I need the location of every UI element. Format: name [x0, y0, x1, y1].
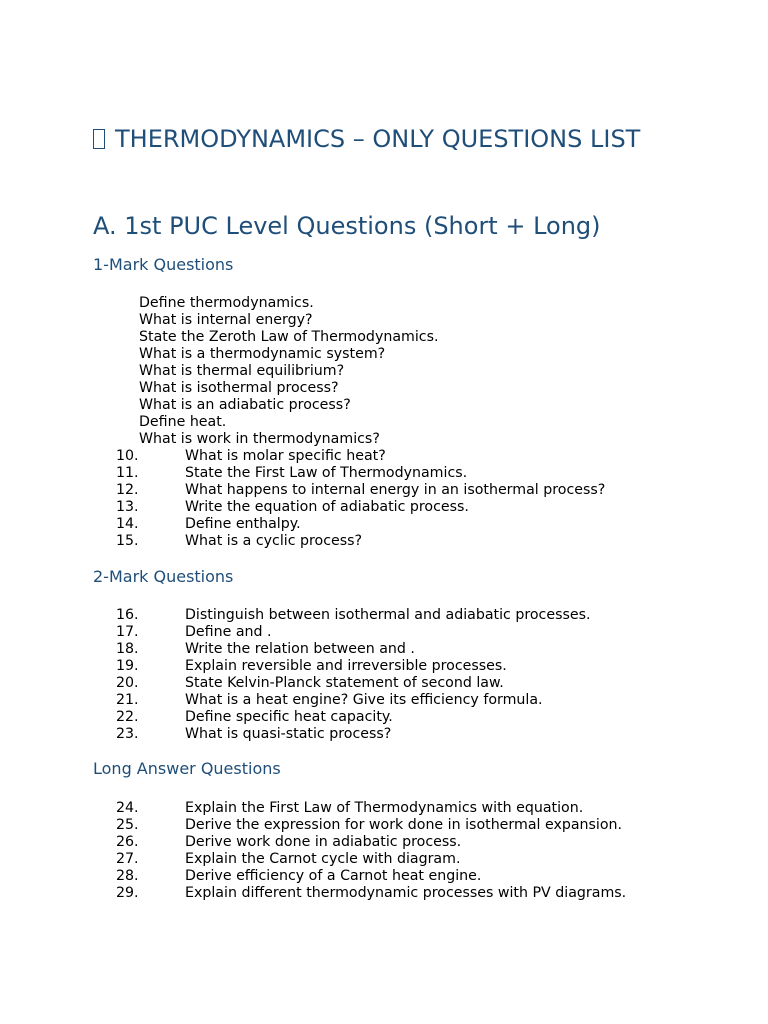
question-text: What is an adiabatic process?: [139, 397, 351, 413]
document-title: [93, 123, 693, 155]
question-text: What is a thermodynamic system?: [139, 346, 386, 362]
question-text: State the Zeroth Law of Thermodynamics.: [139, 329, 439, 345]
question-number: 25.: [116, 817, 139, 833]
question-number: 15.: [116, 533, 139, 549]
question-text: Derive efficiency of a Carnot heat engine.: [185, 868, 482, 884]
question-number: 29.: [116, 885, 139, 901]
document-title-text: THERMODYNAMICS – ONLY QUESTIONS LIST: [115, 125, 641, 153]
question-text: Define specific heat capacity.: [185, 709, 393, 725]
section-a-heading: A. 1st PUC Level Questions (Short + Long): [93, 212, 601, 240]
question-text: Define and .: [185, 624, 272, 640]
question-text: What is molar specific heat?: [185, 448, 386, 464]
question-text: What is quasi-static process?: [185, 726, 392, 742]
long-answer-heading: Long Answer Questions: [93, 759, 281, 778]
question-text: What is a heat engine? Give its efficiency formula.: [185, 692, 543, 708]
question-text: Distinguish between isothermal and adiabatic processes.: [185, 607, 591, 623]
question-number: 17.: [116, 624, 139, 640]
question-text: What happens to internal energy in an isothermal process?: [185, 482, 606, 498]
question-number: 22.: [116, 709, 139, 725]
question-text: Explain reversible and irreversible processes.: [185, 658, 507, 674]
question-text: What is work in thermodynamics?: [139, 431, 380, 447]
question-text: Define enthalpy.: [185, 516, 301, 532]
question-number: 18.: [116, 641, 139, 657]
question-text: Define thermodynamics.: [139, 295, 314, 311]
question-number: 27.: [116, 851, 139, 867]
question-number: 21.: [116, 692, 139, 708]
question-number: 13.: [116, 499, 139, 515]
question-number: 24.: [116, 800, 139, 816]
question-number: 12.: [116, 482, 139, 498]
question-number: 14.: [116, 516, 139, 532]
question-text: What is thermal equilibrium?: [139, 363, 345, 379]
question-text: What is a cyclic process?: [185, 533, 363, 549]
one-mark-heading: 1-Mark Questions: [93, 255, 234, 274]
question-text: Explain the First Law of Thermodynamics with equation.: [185, 800, 584, 816]
missing-glyph-icon: [93, 129, 105, 149]
question-text: Derive the expression for work done in isothermal expansion.: [185, 817, 623, 833]
question-number: 26.: [116, 834, 139, 850]
question-number: 10.: [116, 448, 139, 464]
question-text: Explain the Carnot cycle with diagram.: [185, 851, 461, 867]
question-text: Derive work done in adiabatic process.: [185, 834, 462, 850]
two-mark-heading: 2-Mark Questions: [93, 567, 234, 586]
question-text: State Kelvin-Planck statement of second law.: [185, 675, 504, 691]
question-text: Write the equation of adiabatic process.: [185, 499, 469, 515]
question-text: What is isothermal process?: [139, 380, 339, 396]
question-text: Explain different thermodynamic processes with PV diagrams.: [185, 885, 627, 901]
question-number: 19.: [116, 658, 139, 674]
question-text: What is internal energy?: [139, 312, 313, 328]
question-text: State the First Law of Thermodynamics.: [185, 465, 468, 481]
question-text: Define heat.: [139, 414, 227, 430]
question-text: Write the relation between and .: [185, 641, 415, 657]
question-number: 20.: [116, 675, 139, 691]
question-number: 16.: [116, 607, 139, 623]
question-number: 23.: [116, 726, 139, 742]
question-number: 11.: [116, 465, 139, 481]
question-number: 28.: [116, 868, 139, 884]
